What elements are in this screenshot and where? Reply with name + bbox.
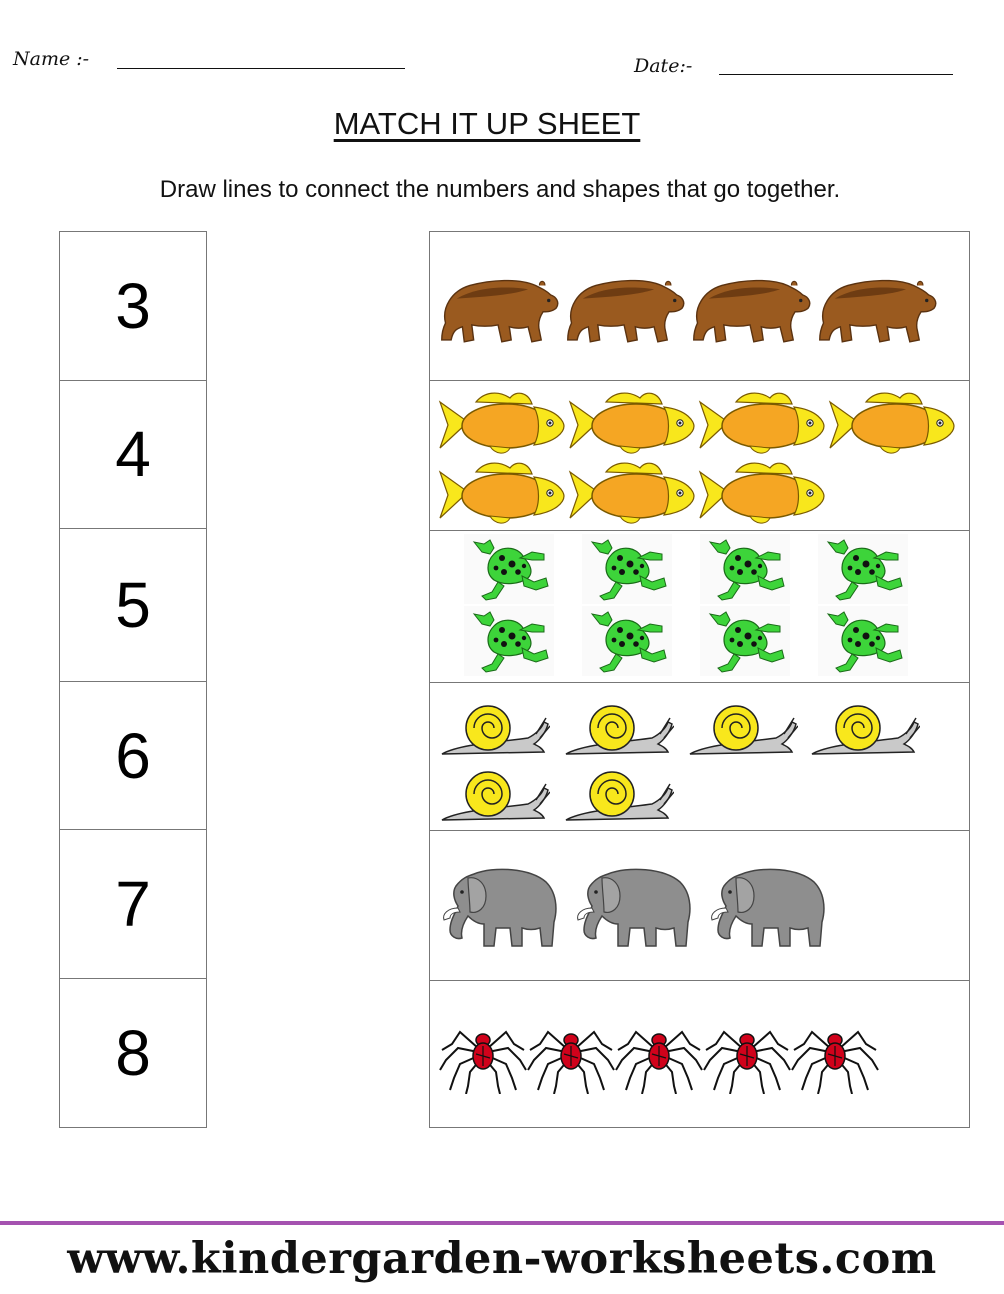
snail-icon (440, 698, 550, 763)
number-cell[interactable]: 8 (59, 979, 207, 1128)
fish-icon (436, 390, 566, 465)
date-field[interactable] (719, 74, 953, 75)
frog-icon (464, 606, 554, 681)
name-label: Name :- (13, 48, 90, 70)
spider-icon (438, 1014, 528, 1099)
name-field[interactable] (117, 68, 405, 69)
spider-icon (702, 1014, 792, 1099)
frog-icon (818, 606, 908, 681)
frog-icon (464, 534, 554, 609)
footer-divider (0, 1221, 1004, 1225)
fish-icon (566, 460, 696, 535)
page-title: MATCH IT UP SHEET (333, 106, 641, 141)
spider-icon (526, 1014, 616, 1099)
bear-icon (438, 270, 560, 351)
instructions: Draw lines to connect the numbers and shapes that go together. (159, 176, 841, 203)
snail-icon (564, 698, 674, 763)
snail-icon (564, 764, 674, 829)
footer-website[interactable]: www.kindergarden-worksheets.com (67, 1234, 937, 1284)
pictures-column (429, 231, 970, 1128)
elephant-icon (702, 862, 832, 957)
frog-icon (582, 534, 672, 609)
bear-icon (564, 270, 686, 351)
fish-icon (696, 390, 826, 465)
elephant-icon (568, 862, 698, 957)
fish-icon (696, 460, 826, 535)
elephant-icon (434, 862, 564, 957)
fish-icon (566, 390, 696, 465)
spider-icon (614, 1014, 704, 1099)
snail-icon (688, 698, 798, 763)
number-cell[interactable]: 4 (59, 380, 207, 529)
date-label: Date:- (634, 55, 693, 77)
snail-icon (440, 764, 550, 829)
frog-icon (700, 534, 790, 609)
number-cell[interactable]: 7 (59, 830, 207, 979)
fish-icon (436, 460, 566, 535)
snail-icon (810, 698, 920, 763)
frog-icon (582, 606, 672, 681)
number-cell[interactable]: 3 (59, 231, 207, 381)
frog-icon (818, 534, 908, 609)
frog-icon (700, 606, 790, 681)
spider-icon (790, 1014, 880, 1099)
bear-icon (690, 270, 812, 351)
number-cell[interactable]: 5 (59, 529, 207, 682)
number-cell[interactable]: 6 (59, 682, 207, 830)
bear-icon (816, 270, 938, 351)
fish-icon (826, 390, 956, 465)
